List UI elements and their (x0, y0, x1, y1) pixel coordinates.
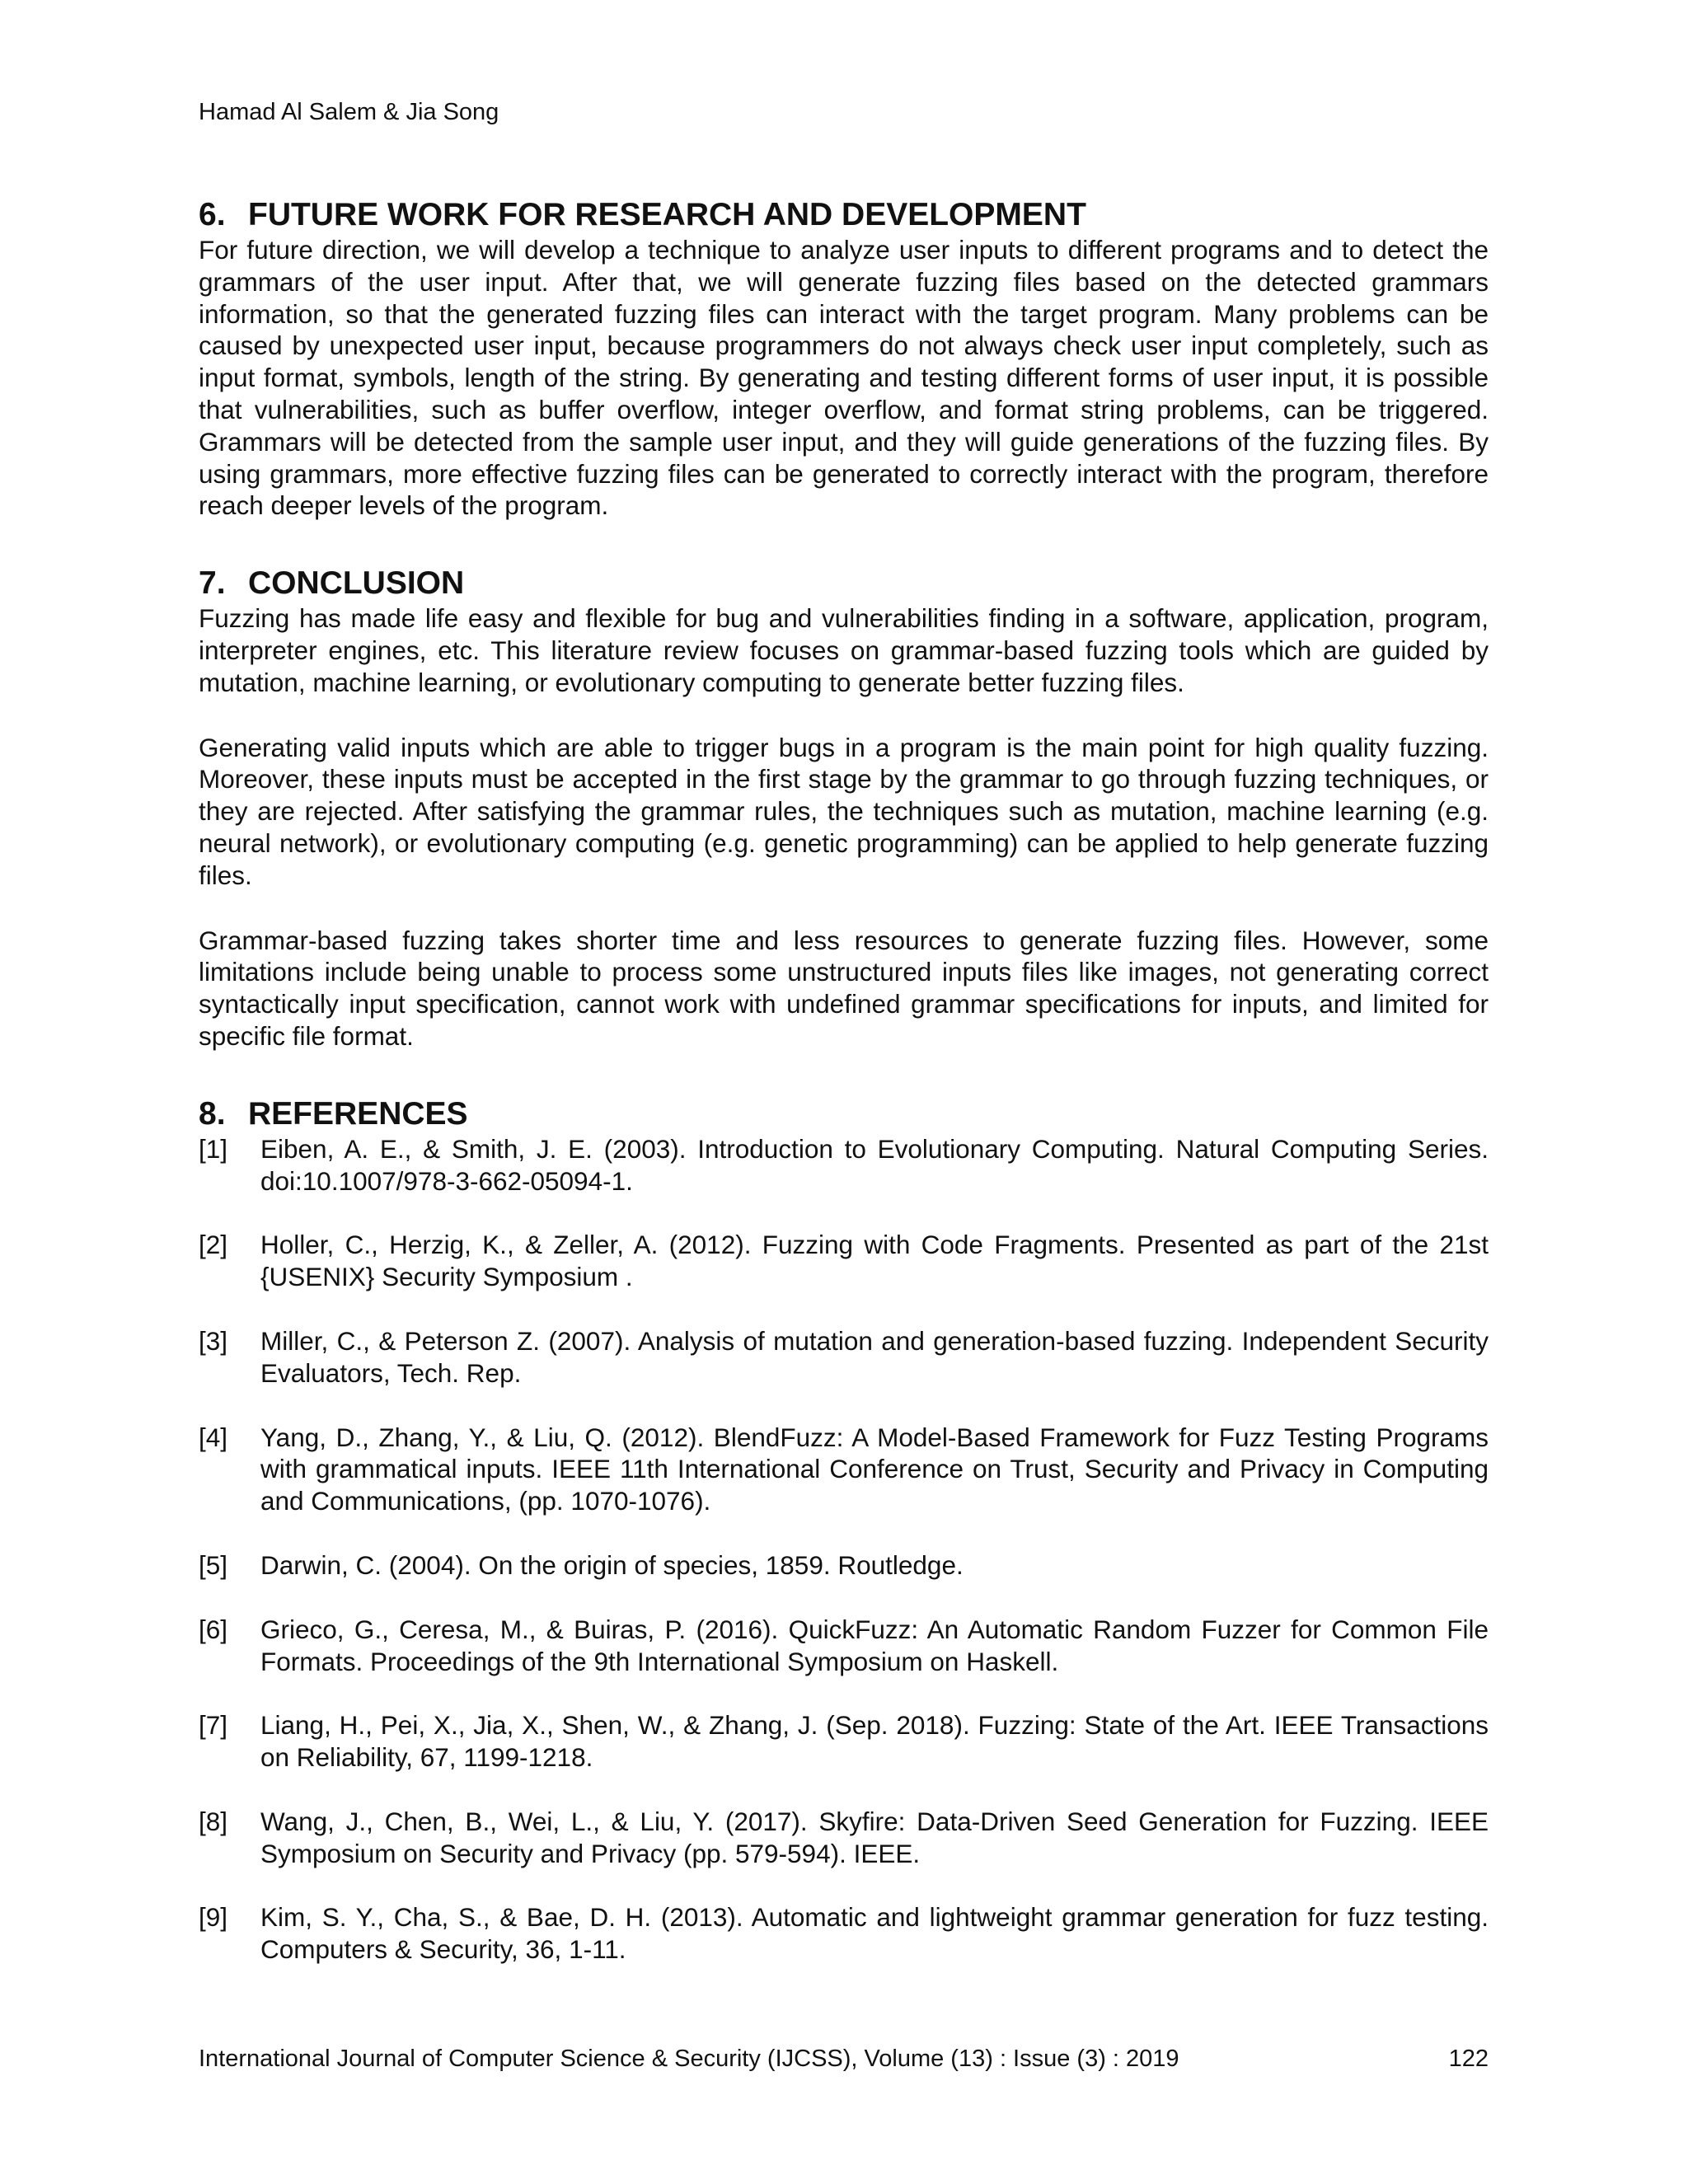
reference-text: Miller, C., & Peterson Z. (2007). Analysis of mutation and generation-based fuzzing. Independent Security Evaluators, Tech. Rep. (260, 1325, 1489, 1388)
reference-label: [4] (199, 1422, 228, 1452)
reference-text: Yang, D., Zhang, Y., & Liu, Q. (2012). BlendFuzz: A Model-Based Framework for Fuzz Testing Programs with grammatical inputs. IEEE 11th International Conference on Trust, Security and Privacy in Computing and Communications, (pp. 1070-1076). (260, 1422, 1489, 1516)
reference-item (199, 1325, 1489, 1390)
reference-item (199, 1709, 1489, 1774)
page-footer (199, 2044, 1489, 2074)
reference-list (199, 1133, 1489, 1966)
reference-label: [9] (199, 1902, 228, 1933)
reference-text: Liang, H., Pei, X., Jia, X., Shen, W., & Zhang, J. (Sep. 2018). Fuzzing: State of the Art. IEEE Transactions on Reliability, 67, 1199-1218. (260, 1710, 1489, 1773)
reference-text: Grieco, G., Ceresa, M., & Buiras, P. (2016). QuickFuzz: An Automatic Random Fuzzer for Common File Formats. Proceedings of the 9th International Symposium on Haskell. (260, 1614, 1489, 1676)
section-heading-text: FUTURE WORK FOR RESEARCH AND DEVELOPMENT (248, 197, 1086, 232)
reference-text: Wang, J., Chen, B., Wei, L., & Liu, Y. (2017). Skyfire: Data-Driven Seed Generation for Fuzzing. IEEE Symposium on Security and Privacy (pp. 579-594). IEEE. (260, 1806, 1489, 1868)
reference-label: [6] (199, 1614, 228, 1644)
section-conclusion (199, 565, 1489, 1052)
reference-item (199, 1901, 1489, 1966)
section-references (199, 1095, 1489, 1966)
section-heading-text: CONCLUSION (248, 565, 465, 602)
running-head-authors: Hamad Al Salem & Jia Song (199, 99, 499, 125)
reference-label: [2] (199, 1230, 228, 1260)
section-heading-text: REFERENCES (248, 1095, 468, 1132)
spacer (199, 522, 1489, 565)
reference-item (199, 1614, 1489, 1678)
reference-item (199, 1422, 1489, 1517)
page-number: 122 (1448, 2046, 1489, 2072)
section-title-conclusion (199, 565, 1489, 602)
paragraph: For future direction, we will develop a technique to analyze user inputs to different programs and to detect the grammars of the user input. After that, we will generate fuzzing files based on the detected grammars information, so that the generated fuzzing files can interact with the target program. Many problems can be caused by unexpected user input, because programmers do not always check user input completely, such as input format, symbols, length of the string. By generating and testing different forms of user input, it is possible that vulnerabilities, such as buffer overflow, integer overflow, and format string problems, can be triggered. Grammars will be detected from the sample user input, and they will guide generations of the fuzzing files. By using grammars, more effective fuzzing files can be generated to correctly interact with the program, therefore reach deeper levels of the program. (199, 235, 1489, 521)
paragraph: Generating valid inputs which are able to trigger bugs in a program is the main point for high quality fuzzing. Moreover, these inputs must be accepted in the first stage by the grammar to go through fuzzing techniques, or they are rejected. After satisfying the grammar rules, the techniques such as mutation, machine learning (e.g. neural network), or evolutionary computing (e.g. genetic programming) can be applied to help generate fuzzing files. (199, 732, 1489, 890)
page-content (199, 196, 1489, 1966)
reference-item (199, 1229, 1489, 1293)
section-number: 8. (199, 1095, 226, 1132)
paragraph: Fuzzing has made life easy and flexible for bug and vulnerabilities finding in a software, application, program, interpreter engines, etc. This literature review focuses on grammar-based fuzzing tools which are guided by mutation, machine learning, or evolutionary computing to generate better fuzzing files. (199, 603, 1489, 697)
reference-item (199, 1549, 1489, 1582)
reference-label: [8] (199, 1806, 228, 1836)
reference-label: [5] (199, 1549, 228, 1580)
reference-text: Eiben, A. E., & Smith, J. E. (2003). Introduction to Evolutionary Computing. Natural Computing Series. doi:10.1007/978-3-662-05094-1. (260, 1133, 1489, 1196)
section-title-references (199, 1095, 1489, 1133)
section-number: 6. (199, 197, 226, 232)
spacer (199, 892, 1489, 925)
reference-label: [3] (199, 1325, 228, 1356)
reference-text: Holler, C., Herzig, K., & Zeller, A. (2012). Fuzzing with Code Fragments. Presented as part of the 21st {USENIX} Security Symposium . (260, 1230, 1489, 1292)
footer-journal-citation: International Journal of Computer Science & Security (IJCSS), Volume (13) : Issue (3) : 2019 (199, 2046, 1179, 2072)
reference-label: [7] (199, 1710, 228, 1741)
section-number: 7. (199, 565, 226, 602)
reference-item (199, 1806, 1489, 1870)
reference-text: Darwin, C. (2004). On the origin of species, 1859. Routledge. (260, 1549, 964, 1580)
section-future-work (199, 196, 1489, 522)
spacer (199, 1052, 1489, 1095)
paragraph: Grammar-based fuzzing takes shorter time and less resources to generate fuzzing files. However, some limitations include being unable to process some unstructured inputs files like images, not generating correct syntactically input specification, cannot work with undefined grammar specifications for inputs, and limited for specific file format. (199, 925, 1489, 1051)
reference-text: Kim, S. Y., Cha, S., & Bae, D. H. (2013). Automatic and lightweight grammar generation for fuzz testing. Computers & Security, 36, 1-11. (260, 1902, 1489, 1965)
spacer (199, 699, 1489, 732)
reference-label: [1] (199, 1133, 228, 1164)
section-title-future-work (199, 196, 1489, 234)
reference-item (199, 1133, 1489, 1197)
